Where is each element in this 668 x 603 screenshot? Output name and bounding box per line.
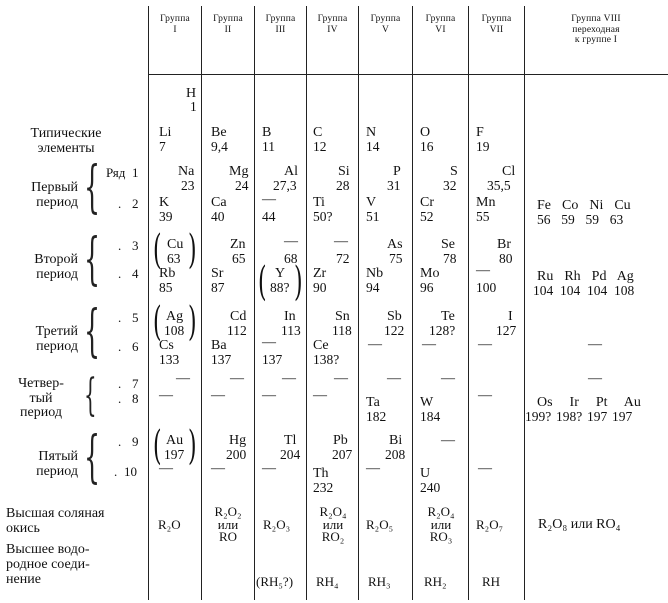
element-y-weight: 88? bbox=[270, 280, 290, 295]
element-bi-weight: 208 bbox=[385, 447, 406, 462]
gap-dash: — bbox=[422, 337, 436, 352]
element-bi-symbol: Bi bbox=[389, 433, 403, 448]
element-p-weight: 31 bbox=[387, 178, 401, 193]
gap-dash: — bbox=[176, 371, 190, 386]
oxide-group-8: R₂O₈ или RO₄ bbox=[538, 517, 621, 532]
column-divider bbox=[412, 6, 413, 600]
element-be-symbol: Be bbox=[211, 125, 227, 140]
bracket-close: ) bbox=[294, 259, 303, 305]
bracket-close: ) bbox=[188, 423, 197, 469]
element-v-weight: 51 bbox=[366, 209, 380, 224]
column-divider bbox=[201, 6, 202, 600]
element-i-symbol: I bbox=[508, 309, 513, 324]
element-ta-symbol: Ta bbox=[366, 395, 380, 410]
period-brace: { bbox=[84, 227, 101, 292]
element-au-weight: 197 bbox=[164, 447, 185, 462]
element-mn-weight: 55 bbox=[476, 209, 490, 224]
bracket-open: ( bbox=[153, 299, 162, 345]
period-5-label: Пятый период bbox=[36, 449, 78, 479]
gap-dash: — bbox=[262, 192, 276, 207]
gap-dash: — bbox=[478, 461, 492, 476]
row-marker: . bbox=[118, 391, 122, 406]
triad-fe-co-ni-cu-weights: 56 59 59 63 bbox=[537, 212, 624, 227]
element-p-symbol: P bbox=[393, 164, 401, 179]
period-2-label: Второй период bbox=[34, 252, 78, 282]
element-zn-weight: 65 bbox=[232, 251, 246, 266]
element-cd-symbol: Cd bbox=[230, 309, 247, 324]
gap-dash: — bbox=[211, 388, 225, 403]
group-5-header: Группа V bbox=[370, 14, 401, 35]
element-rb-weight: 85 bbox=[159, 280, 173, 295]
row-number: 2 bbox=[132, 196, 139, 211]
element-w-symbol: W bbox=[420, 395, 434, 410]
element-zr-weight: 90 bbox=[313, 280, 327, 295]
group-3-header: Группа III bbox=[265, 14, 296, 35]
element-na-symbol: Na bbox=[178, 164, 195, 179]
oxide-group-1: R₂O bbox=[158, 517, 181, 532]
group-1-header: Группа I bbox=[160, 14, 190, 35]
gap-dash: — bbox=[313, 388, 327, 403]
element-mn-symbol: Mn bbox=[476, 195, 496, 210]
triad-os-ir-pt-au-symbols: Os Ir Pt Au bbox=[537, 395, 641, 410]
gap-dash: — bbox=[441, 371, 455, 386]
element-al-weight: 27,3 bbox=[273, 178, 297, 193]
element-f-weight: 19 bbox=[476, 139, 490, 154]
row-marker: . bbox=[118, 434, 122, 449]
gap-weight: 68 bbox=[284, 251, 298, 266]
element-ag-weight: 108 bbox=[164, 323, 185, 338]
element-si-symbol: Si bbox=[338, 164, 350, 179]
element-sr-weight: 87 bbox=[211, 280, 225, 295]
column-divider bbox=[254, 6, 255, 600]
element-te-weight: 128? bbox=[429, 323, 456, 338]
element-pb-weight: 207 bbox=[332, 447, 353, 462]
element-cr-symbol: Cr bbox=[420, 195, 434, 210]
row-number: 10 bbox=[124, 464, 137, 479]
gap-dash: — bbox=[284, 234, 298, 249]
gap-dash: — bbox=[441, 433, 455, 448]
element-ca-symbol: Ca bbox=[211, 195, 227, 210]
element-ba-symbol: Ba bbox=[211, 338, 227, 353]
element-mg-weight: 24 bbox=[235, 178, 249, 193]
element-i-weight: 127 bbox=[496, 323, 517, 338]
element-ba-weight: 137 bbox=[211, 352, 232, 367]
element-cs-weight: 133 bbox=[159, 352, 180, 367]
gap-dash: — bbox=[588, 371, 602, 386]
bracket-open: ( bbox=[153, 423, 162, 469]
column-divider bbox=[468, 6, 469, 600]
element-hg-symbol: Hg bbox=[229, 433, 247, 448]
element-k-weight: 39 bbox=[159, 209, 173, 224]
triad-ru-rh-pd-ag-symbols: Ru Rh Pd Ag bbox=[537, 269, 634, 284]
column-divider bbox=[358, 6, 359, 600]
row-number: 3 bbox=[132, 238, 139, 253]
typical-elements-label: Типические элементы bbox=[30, 126, 102, 156]
row-number: 5 bbox=[132, 310, 139, 325]
element-mg-symbol: Mg bbox=[229, 164, 249, 179]
row-number: 9 bbox=[132, 434, 139, 449]
element-sb-weight: 122 bbox=[384, 323, 405, 338]
row-number: 6 bbox=[132, 339, 139, 354]
gap-dash: — bbox=[159, 461, 173, 476]
element-li-weight: 7 bbox=[159, 139, 166, 154]
gap-dash: — bbox=[230, 371, 244, 386]
row-marker: . bbox=[118, 238, 122, 253]
element-ti-symbol: Ti bbox=[313, 195, 325, 210]
element-pb-symbol: Pb bbox=[333, 433, 348, 448]
element-sb-symbol: Sb bbox=[387, 309, 402, 324]
hydride-group-6: RH₂ bbox=[424, 574, 447, 589]
hydride-group-3: (RH₅?) bbox=[256, 574, 294, 589]
gap-dash: — bbox=[262, 461, 276, 476]
hydride-label: Высшее водо- родное соеди- нение bbox=[6, 542, 90, 587]
column-divider bbox=[148, 6, 149, 600]
element-y-symbol: Y bbox=[275, 266, 286, 281]
group-4-header: Группа IV bbox=[317, 14, 348, 35]
element-in-symbol: In bbox=[284, 309, 296, 324]
oxide-group-5: R₂O₅ bbox=[366, 517, 394, 532]
group-8-header: Группа VIII переходная к группе I bbox=[571, 14, 621, 45]
element-cd-weight: 112 bbox=[227, 323, 247, 338]
element-cl-weight: 35,5 bbox=[487, 178, 511, 193]
header-divider bbox=[148, 74, 668, 75]
period-4-label: Четвер- тый период bbox=[18, 376, 64, 420]
element-ti-weight: 50? bbox=[313, 209, 333, 224]
bracket-close: ) bbox=[188, 227, 197, 273]
hydride-group-7: RH bbox=[482, 574, 501, 589]
ryad-word: Ряд bbox=[106, 165, 126, 180]
element-cs-symbol: Cs bbox=[159, 338, 174, 353]
bracket-open: ( bbox=[258, 259, 267, 305]
element-sn-symbol: Sn bbox=[335, 309, 350, 324]
element-cu-weight: 63 bbox=[167, 251, 181, 266]
oxide-group-7: R₂O₇ bbox=[476, 517, 504, 532]
element-se-symbol: Se bbox=[441, 237, 455, 252]
element-al-symbol: Al bbox=[284, 164, 298, 179]
period-brace: { bbox=[84, 425, 101, 490]
row-number: 7 bbox=[132, 376, 139, 391]
element-sr-symbol: Sr bbox=[211, 266, 224, 281]
element-k-symbol: K bbox=[159, 195, 170, 210]
element-s-symbol: S bbox=[450, 164, 458, 179]
triad-ru-rh-pd-ag-weights: 104 104 104 108 bbox=[533, 283, 635, 298]
element-o-symbol: O bbox=[420, 125, 431, 140]
element-th-symbol: Th bbox=[313, 466, 329, 481]
period-brace: { bbox=[84, 299, 101, 364]
element-li-symbol: Li bbox=[159, 125, 172, 140]
element-n-weight: 14 bbox=[366, 139, 380, 154]
row-marker: . bbox=[118, 310, 122, 325]
oxide-group-6: R₂O₄ или RO₃ bbox=[427, 504, 455, 544]
element-nb-symbol: Nb bbox=[366, 266, 384, 281]
element-br-symbol: Br bbox=[497, 237, 511, 252]
element-ag-symbol: Ag bbox=[166, 309, 184, 324]
oxide-group-3: R₂O₃ bbox=[263, 517, 291, 532]
element-f-symbol: F bbox=[476, 125, 484, 140]
element-s-weight: 32 bbox=[443, 178, 457, 193]
group-7-header: Группа VII bbox=[481, 14, 512, 35]
oxide-group-2: R₂O₂ или RO bbox=[214, 504, 242, 544]
hydride-group-5: RH₃ bbox=[368, 574, 391, 589]
gap-dash: — bbox=[368, 337, 382, 352]
element-o-weight: 16 bbox=[420, 139, 434, 154]
element-na-weight: 23 bbox=[181, 178, 195, 193]
element-rb-symbol: Rb bbox=[159, 266, 176, 281]
element-h-symbol: H bbox=[186, 86, 197, 101]
element-ce-weight: 138? bbox=[313, 352, 340, 367]
element-mo-weight: 96 bbox=[420, 280, 434, 295]
element-se-weight: 78 bbox=[443, 251, 457, 266]
gap-dash: — bbox=[334, 371, 348, 386]
gap-dash: — bbox=[211, 461, 225, 476]
element-ta-weight: 182 bbox=[366, 409, 387, 424]
element-as-symbol: As bbox=[387, 237, 403, 252]
period-1-label: Первый период bbox=[31, 180, 78, 210]
row-marker: . bbox=[114, 464, 118, 479]
row-marker: . bbox=[118, 339, 122, 354]
oxide-label: Высшая соляная окись bbox=[6, 506, 105, 536]
element-in-weight: 113 bbox=[281, 323, 301, 338]
row-number: 4 bbox=[132, 266, 139, 281]
element-b-symbol: B bbox=[262, 125, 272, 140]
gap-dash: — bbox=[387, 371, 401, 386]
column-divider bbox=[306, 6, 307, 600]
element-zr-symbol: Zr bbox=[313, 266, 327, 281]
element-w-weight: 184 bbox=[420, 409, 441, 424]
gap-dash: — bbox=[334, 234, 348, 249]
element-h-weight: 1 bbox=[190, 99, 197, 114]
period-brace: { bbox=[84, 370, 97, 421]
gap-dash: — bbox=[159, 388, 173, 403]
bracket-close: ) bbox=[188, 299, 197, 345]
row-marker: . bbox=[118, 266, 122, 281]
element-te-symbol: Te bbox=[441, 309, 455, 324]
gap-dash: — bbox=[262, 388, 276, 403]
element-as-weight: 75 bbox=[389, 251, 403, 266]
group-2-header: Группа II bbox=[213, 14, 243, 35]
period-brace: { bbox=[84, 155, 101, 220]
period-3-label: Третий период bbox=[35, 324, 78, 354]
column-divider bbox=[524, 6, 525, 600]
element-u-symbol: U bbox=[420, 466, 431, 481]
gap-dash: — bbox=[478, 388, 492, 403]
element-cl-symbol: Cl bbox=[502, 164, 516, 179]
row-marker: . bbox=[118, 376, 122, 391]
element-n-symbol: N bbox=[366, 125, 377, 140]
element-ca-weight: 40 bbox=[211, 209, 225, 224]
element-u-weight: 240 bbox=[420, 480, 441, 495]
element-cr-weight: 52 bbox=[420, 209, 434, 224]
element-au-symbol: Au bbox=[166, 433, 184, 448]
gap-dash: — bbox=[588, 337, 602, 352]
hydride-group-4: RH₄ bbox=[316, 574, 339, 589]
element-sn-weight: 118 bbox=[332, 323, 352, 338]
row-marker: . bbox=[118, 196, 122, 211]
triad-os-ir-pt-au-weights: 199? 198? 197 197 bbox=[525, 409, 633, 424]
element-c-symbol: C bbox=[313, 125, 323, 140]
gap-weight: 72 bbox=[336, 251, 350, 266]
element-zn-symbol: Zn bbox=[230, 237, 246, 252]
gap-dash: — bbox=[282, 371, 296, 386]
element-cu-symbol: Cu bbox=[167, 237, 184, 252]
element-th-weight: 232 bbox=[313, 480, 334, 495]
triad-fe-co-ni-cu-symbols: Fe Co Ni Cu bbox=[537, 198, 631, 213]
gap-dash: — bbox=[262, 335, 276, 350]
element-b-weight: 11 bbox=[262, 139, 275, 154]
gap-weight: 100 bbox=[476, 280, 497, 295]
row-number: 1 bbox=[132, 165, 139, 180]
element-br-weight: 80 bbox=[499, 251, 513, 266]
group-6-header: Группа VI bbox=[425, 14, 456, 35]
element-nb-weight: 94 bbox=[366, 280, 380, 295]
element-ce-symbol: Ce bbox=[313, 338, 329, 353]
element-tl-weight: 204 bbox=[280, 447, 301, 462]
oxide-group-4: R₂O₄ или RO₂ bbox=[319, 504, 347, 544]
element-hg-weight: 200 bbox=[226, 447, 247, 462]
bracket-open: ( bbox=[153, 227, 162, 273]
element-tl-symbol: Tl bbox=[284, 433, 297, 448]
gap-weight: 44 bbox=[262, 209, 276, 224]
row-number: 8 bbox=[132, 391, 139, 406]
gap-dash: — bbox=[366, 461, 380, 476]
element-mo-symbol: Mo bbox=[420, 266, 440, 281]
element-c-weight: 12 bbox=[313, 139, 327, 154]
element-si-weight: 28 bbox=[336, 178, 350, 193]
element-v-symbol: V bbox=[366, 195, 377, 210]
gap-dash: — bbox=[478, 337, 492, 352]
gap-weight: 137 bbox=[262, 352, 283, 367]
element-be-weight: 9,4 bbox=[211, 139, 228, 154]
gap-dash: — bbox=[476, 263, 490, 278]
